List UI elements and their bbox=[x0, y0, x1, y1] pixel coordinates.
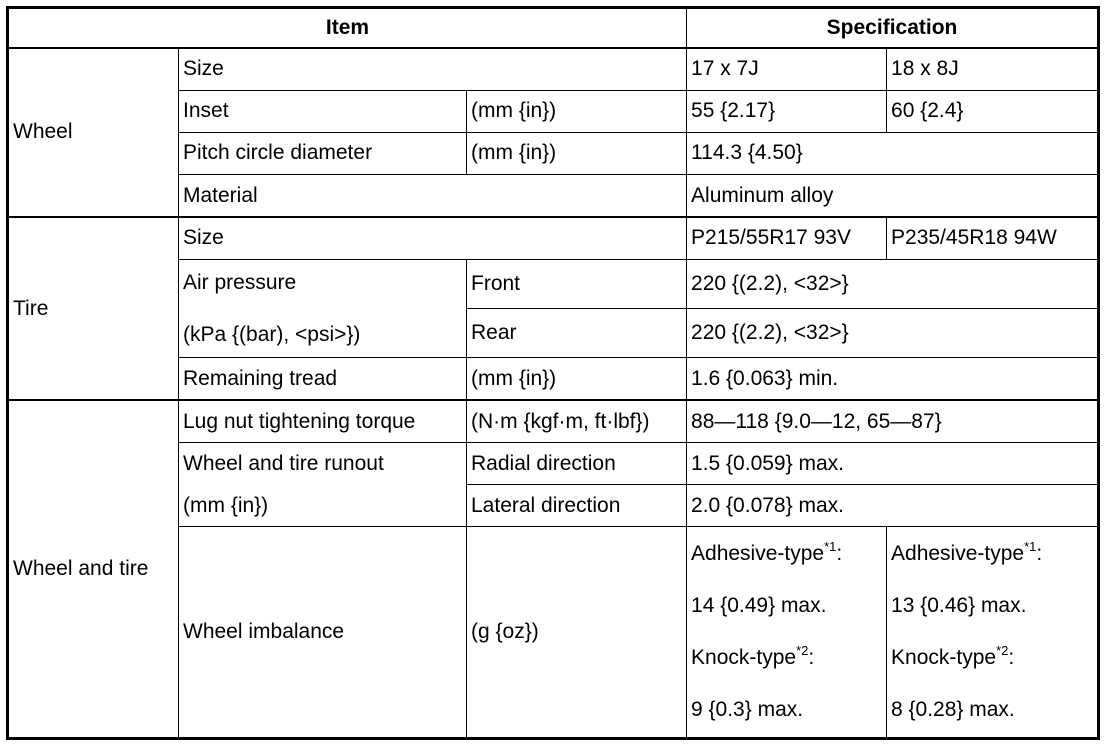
imbalance-b-adhesive-label: Adhesive-type bbox=[891, 542, 1025, 566]
lug-nut-label: Lug nut tightening torque bbox=[179, 400, 467, 442]
inset-spec-a: 55 {2.17} bbox=[687, 90, 887, 132]
lug-nut-unit: (N·m {kgf·m, ft·lbf}) bbox=[467, 400, 687, 442]
imbalance-colon: : bbox=[836, 542, 843, 566]
air-pressure-rear-label: Rear bbox=[467, 309, 687, 358]
air-pressure-unit: (kPa {(bar), <psi>}) bbox=[183, 322, 361, 346]
pcd-unit: (mm {in}) bbox=[467, 132, 687, 174]
section-tire-label: Tire bbox=[9, 217, 179, 400]
table-row bbox=[9, 48, 1098, 90]
imbalance-b-adhesive-line bbox=[891, 528, 1093, 580]
imbalance-a-knock-line bbox=[691, 632, 882, 684]
tire-size-label: Size bbox=[179, 217, 687, 259]
air-pressure-cell bbox=[179, 259, 467, 358]
imbalance-b-knock-line bbox=[891, 632, 1093, 684]
tire-size-spec-b: P235/45R18 94W bbox=[887, 217, 1098, 259]
section-wheel-label: Wheel bbox=[9, 48, 179, 217]
footnote-1-marker: *1 bbox=[1024, 539, 1037, 555]
runout-unit: (mm {in}) bbox=[179, 485, 467, 527]
imbalance-colon: : bbox=[808, 646, 815, 670]
tire-size-spec-a: P215/55R17 93V bbox=[687, 217, 887, 259]
inset-spec-b: 60 {2.4} bbox=[887, 90, 1098, 132]
runout-radial-spec: 1.5 {0.059} max. bbox=[687, 442, 1098, 484]
wheel-size-spec-a: 17 x 7J bbox=[687, 48, 887, 90]
tread-label: Remaining tread bbox=[179, 358, 467, 400]
imbalance-label: Wheel imbalance bbox=[179, 527, 467, 738]
imbalance-a-knock-label: Knock-type bbox=[691, 646, 797, 670]
imbalance-a-adhesive-value: 14 {0.49} max. bbox=[691, 594, 827, 618]
footnote-2-marker: *2 bbox=[996, 643, 1009, 659]
imbalance-colon: : bbox=[1036, 542, 1043, 566]
imbalance-b-knock-label: Knock-type bbox=[891, 646, 997, 670]
air-pressure-label: Air pressure bbox=[183, 270, 297, 294]
wheel-tire-spec-table bbox=[8, 8, 1098, 738]
material-label: Material bbox=[179, 175, 687, 217]
pcd-spec: 114.3 {4.50} bbox=[687, 132, 1098, 174]
imbalance-spec-b bbox=[887, 527, 1098, 738]
imbalance-unit: (g {oz}) bbox=[467, 527, 687, 738]
header-specification: Specification bbox=[687, 9, 1098, 48]
table-row bbox=[9, 400, 1098, 442]
imbalance-a-knock-value: 9 {0.3} max. bbox=[691, 698, 804, 722]
imbalance-b-knock-value: 8 {0.28} max. bbox=[891, 698, 1015, 722]
air-pressure-front-label: Front bbox=[467, 259, 687, 308]
runout-label: Wheel and tire runout bbox=[179, 442, 467, 484]
imbalance-a-adhesive-line bbox=[691, 528, 882, 580]
wheel-size-spec-b: 18 x 8J bbox=[887, 48, 1098, 90]
air-pressure-rear-spec: 220 {(2.2), <32>} bbox=[687, 309, 1098, 358]
tread-unit: (mm {in}) bbox=[467, 358, 687, 400]
pcd-label: Pitch circle diameter bbox=[179, 132, 467, 174]
inset-label: Inset bbox=[179, 90, 467, 132]
footnote-2-marker: *2 bbox=[796, 643, 809, 659]
runout-lateral-label: Lateral direction bbox=[467, 485, 687, 527]
section-wheel-and-tire-label: Wheel and tire bbox=[9, 400, 179, 737]
tread-spec: 1.6 {0.063} min. bbox=[687, 358, 1098, 400]
imbalance-a-adhesive-label: Adhesive-type bbox=[691, 542, 825, 566]
header-row bbox=[9, 9, 1098, 48]
runout-lateral-spec: 2.0 {0.078} max. bbox=[687, 485, 1098, 527]
footnote-1-marker: *1 bbox=[824, 539, 837, 555]
lug-nut-spec: 88—118 {9.0—12, 65—87} bbox=[687, 400, 1098, 442]
wheel-size-label: Size bbox=[179, 48, 687, 90]
header-item: Item bbox=[9, 9, 687, 48]
imbalance-colon: : bbox=[1008, 646, 1015, 670]
imbalance-spec-a bbox=[687, 527, 887, 738]
runout-radial-label: Radial direction bbox=[467, 442, 687, 484]
table-row bbox=[9, 217, 1098, 259]
imbalance-b-adhesive-value: 13 {0.46} max. bbox=[891, 594, 1027, 618]
inset-unit: (mm {in}) bbox=[467, 90, 687, 132]
air-pressure-front-spec: 220 {(2.2), <32>} bbox=[687, 259, 1098, 308]
material-spec: Aluminum alloy bbox=[687, 175, 1098, 217]
